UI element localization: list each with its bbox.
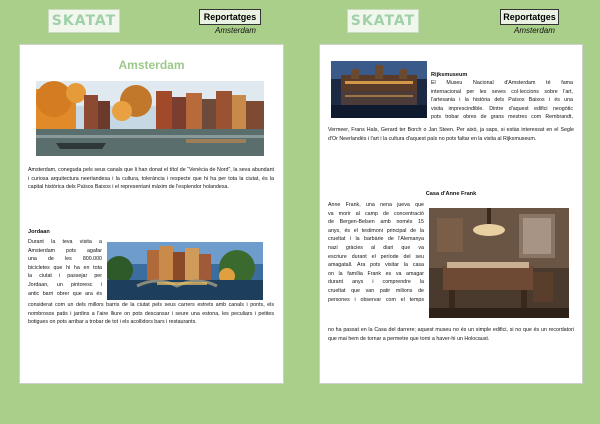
text-line: bicicletes que hi ha en tota (28, 264, 102, 271)
anne-frank-house-photo (429, 208, 569, 318)
jordaan-heading: Jordaan (28, 229, 50, 235)
page-title: Amsterdam (118, 58, 185, 72)
text-line: anys, és el testimoni principal de la (328, 227, 424, 234)
section-tag-right: Reportatges (500, 9, 559, 25)
jordaan-text-column (28, 238, 102, 298)
text-line: crueltat que van patir milions de (328, 287, 424, 294)
jordaan-photo (107, 242, 263, 300)
intro-paragraph: Amsterdam, coneguda pels seus canals que li han donat el títol de “Venècia de Nord”, la seva abundant i curiosa arquitectura neerlandesa i la cultura, tolerància i respecte que hi ha per tota la ciutat, és la capital històrica dels Països Baixos i el representant màxim de l'esplendor holandesa. (28, 167, 274, 191)
text-line: Amsterdam pots agafar (28, 247, 102, 254)
logo-left (48, 9, 120, 33)
text-line: on la família Frank es va amagar (328, 270, 424, 277)
text-line: escriure durant el període del seu (328, 253, 424, 260)
text-line: antic barri obrer que ara és (28, 290, 102, 297)
rijksmuseum-heading: Rijksmuseum (431, 72, 468, 78)
text-line: l'artesania i la història dels Països Baixos i és una (431, 97, 573, 104)
logo-text: SKATAT (51, 13, 117, 29)
text-line: internacional per les seves col·leccions sobre l'art, (431, 88, 573, 95)
text-line: la ciutat i passejar per (28, 273, 102, 280)
text-line: Durant la teva visita a (28, 239, 102, 245)
text-line: una de les 800.000 (28, 256, 102, 263)
anne-frank-paragraph-continued: no ha passat en la Casa del darrere; aquest museu no és un simple edifici, si no que és un recordatori que mai hem de tornar a permetre que torni a haver-hi un Holocaust. (328, 327, 574, 342)
subtitle-left: Amsterdam (215, 26, 256, 35)
anne-frank-heading: Casa d'Anne Frank (425, 191, 477, 197)
text-line: crueltat i la barbàrie de l'Alemanya (328, 236, 424, 243)
text-line: va morir al camp de concentració (328, 210, 424, 217)
text-line: de Bergen-Belsen amb només 15 (328, 219, 424, 226)
text-line: El Museu Nacional d'Amsterdam té fama (431, 80, 573, 86)
text-line: persones i observar com el temps (328, 296, 424, 303)
section-tag-left: Reportatges (199, 9, 261, 25)
logo-text: SKATAT (350, 13, 416, 29)
logo-right (347, 9, 419, 33)
anne-frank-text-column (328, 201, 424, 304)
rijksmuseum-photo (331, 61, 427, 118)
text-line: Jordaan, un pintoresc i (28, 281, 102, 288)
text-line: nazi gràcies al diari que va (328, 244, 424, 251)
text-line: amagatall. Ara pots visitar la casa (328, 262, 424, 269)
left-page (19, 44, 284, 384)
text-line: durant anys i comprendre la (328, 279, 424, 286)
subtitle-right: Amsterdam (514, 26, 555, 35)
text-line: Anne Frank, una nena jueva que (328, 202, 424, 208)
amsterdam-canal-photo (36, 81, 264, 156)
jordaan-paragraph-continued: considerat com un dels millors barris de la ciutat pels seus carrers estrets amb canals i ponts, els nombrosos patis i jardins a l'aire lliure on pots descansar i seure una estona, les peculiars i petites botigues on pots arribar a trobar de tot i els acollidors bars i restaurants. (28, 302, 274, 326)
rijksmuseum-text-column (431, 79, 573, 122)
text-line: pots trobar obres de grans mestres com Rembrandt, (431, 114, 573, 121)
right-page (319, 44, 583, 384)
text-line: visita imprescindible. Dintre d'aquest edifici neogòtic (431, 105, 573, 112)
rijksmuseum-paragraph-continued: Vermeer, Frans Hals, Gerard ter Borch o Jan Steen. Per això, ja saps, si estàs interessat en el Segle d'Or Neerlandès i l'art i la cultura d'aquest país no pots faltar en la visita al Rijksmuseum. (328, 127, 574, 142)
